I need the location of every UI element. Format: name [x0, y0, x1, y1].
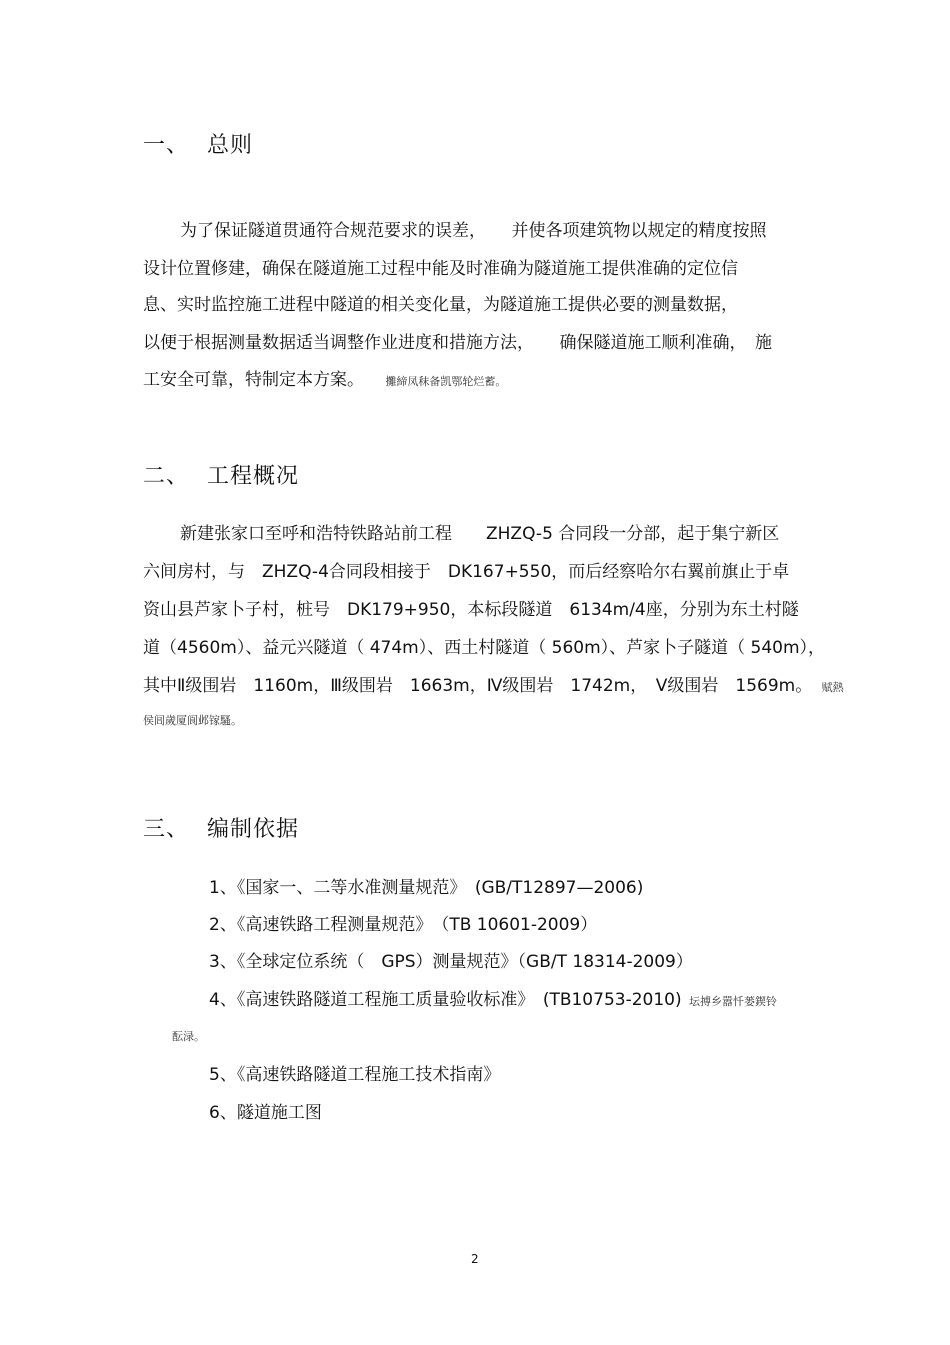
garbled-text: 酝渌。: [172, 1030, 205, 1043]
reference-item: 3、《全球定位系统（ GPS）测量规范》（GB/T 18314-2009）: [209, 952, 693, 972]
section-heading-3: [143, 812, 299, 843]
garbled-text: 攤締凤秣备凯鄂轮烂蓄。: [385, 375, 507, 388]
page-number: 2: [471, 1252, 479, 1266]
section-heading-2: [143, 459, 299, 490]
section-number: 三、: [143, 817, 190, 842]
section-title: 编制依据: [207, 817, 300, 842]
paragraph-line: 新建张家口至呼和浩特铁路站前工程 ZHZQ-5 合同段一分部，起于集宁新区: [180, 524, 780, 544]
paragraph-line: 六间房村，与 ZHZQ-4合同段相接于 DK167+550，而后经察哈尔右翼前旗止于卓: [143, 562, 790, 582]
reference-item: 2、《高速铁路工程测量规范》 （TB 10601-2009）: [209, 915, 598, 935]
paragraph-text: 其中Ⅱ级围岩 1160m，Ⅲ级围岩 1663m，Ⅳ级围岩 1742m， Ⅴ级围岩 1569m。: [143, 676, 813, 696]
section-heading-1: [143, 128, 253, 159]
reference-text: 4、《高速铁路隧道工程施工质量验收标准》 (TB10753-2010): [209, 990, 682, 1010]
reference-item: 6、隧道施工图: [209, 1103, 322, 1123]
paragraph-text: 工安全可靠，特制定本方案。: [143, 370, 364, 390]
garbled-text: 坛搏乡嚣忏蒌鍥铃: [689, 995, 778, 1008]
reference-item: 1、《国家一、二等水准测量规范》 (GB/T12897—2006): [209, 878, 644, 898]
paragraph-line: 息、实时监控施工进程中隧道的相关变化量，为隧道施工提供必要的测量数据，: [143, 295, 738, 315]
garbled-text: 赋熱: [821, 681, 844, 694]
paragraph-line: 为了保证隧道贯通符合规范要求的误差， 并使各项建筑物以规定的精度按照: [180, 221, 767, 241]
paragraph-line: 道（4560m）、益元兴隧道（ 474m）、西土村隧道（ 560m）、芦家卜子隧道（ 540m），: [143, 638, 826, 658]
paragraph-line-last: [143, 369, 506, 393]
section-title: 总则: [207, 133, 254, 158]
paragraph-line: 资山县芦家卜子村，桩号 DK179+950，本标段隧道 6134m/4座，分别为东土村隧: [143, 600, 799, 620]
section-title: 工程概况: [207, 464, 300, 489]
reference-item: [209, 989, 777, 1013]
paragraph-line: 设计位置修建，确保在隧道施工过程中能及时准确为隧道施工提供准确的定位信: [143, 259, 738, 279]
garbled-text: 侯闾歲厦阆邺镓騷。: [143, 714, 242, 727]
paragraph-line: 以便于根据测量数据适当调整作业进度和措施方法， 确保隧道施工顺利准确， 施: [143, 333, 772, 353]
paragraph-line: [143, 675, 844, 699]
reference-item: 5、《高速铁路隧道工程施工技术指南》: [209, 1065, 501, 1085]
section-number: 一、: [143, 133, 190, 158]
section-number: 二、: [143, 464, 190, 489]
